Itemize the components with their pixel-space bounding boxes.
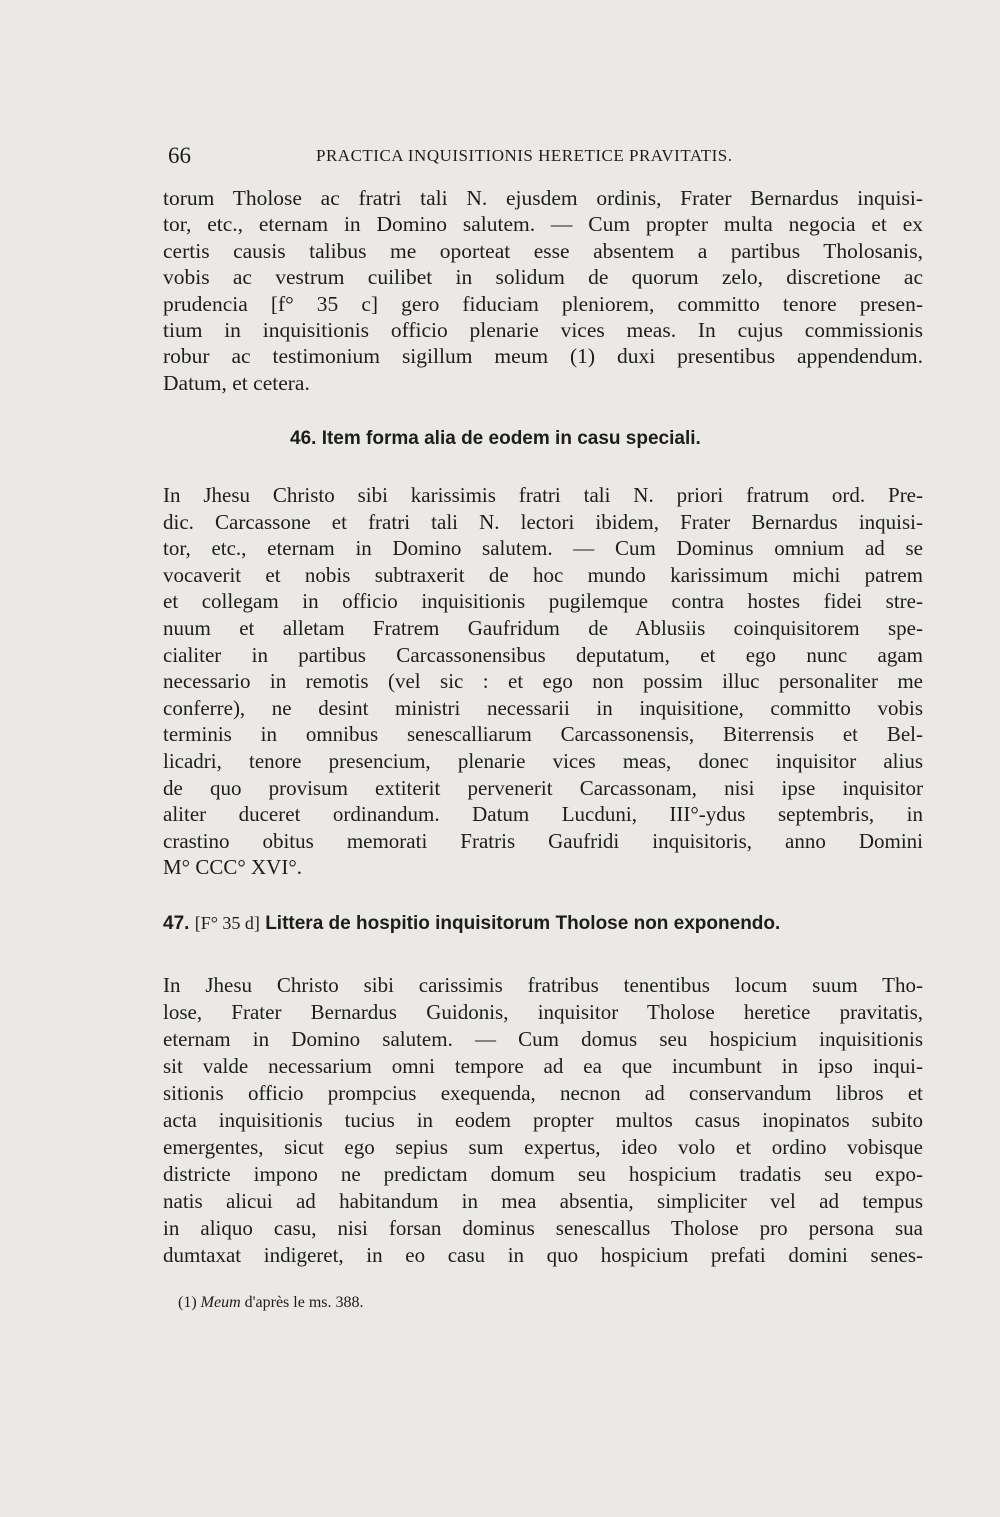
text-line: de quo provisum extiterit pervenerit Carcassonam, nisi ipse inquisitor xyxy=(163,775,923,800)
text-line: Datum, et cetera. xyxy=(163,370,310,395)
text-line: vocaverit et nobis subtraxerit de hoc mundo karissimum michi patrem xyxy=(163,562,923,587)
footnote-word: Meum xyxy=(200,1294,241,1311)
paragraph-commission-continued xyxy=(163,185,923,396)
text-line: In Jhesu Christo sibi carissimis fratribus tenentibus locum suum Tho- xyxy=(163,973,923,997)
text-line: emergentes, sicut ego sepius sum expertus, ideo volo et ordino vobisque xyxy=(163,1135,923,1159)
text-line: cialiter in partibus Carcassonensibus deputatum, et ego nunc agam xyxy=(163,642,923,667)
text-line: nuum et alletam Fratrem Gaufridum de Ablusiis coinquisitorem spe- xyxy=(163,615,923,640)
text-line: lose, Frater Bernardus Guidonis, inquisitor Tholose heretice pravitatis, xyxy=(163,1000,923,1024)
text-line: natis alicui ad habitandum in mea absentia, simpliciter vel ad tempus xyxy=(163,1189,923,1213)
footnote-text: d'après le ms. 388. xyxy=(244,1294,364,1311)
text-line: tor, etc., eternam in Domino salutem. — Cum propter multa negocia et ex xyxy=(163,212,923,237)
text-line: prudencia [f° 35 c] gero fiduciam pleniorem, committo tenore presen- xyxy=(163,291,923,316)
text-line: sit valde necessarium omni tempore ad ea que incumbunt in ipso inqui- xyxy=(163,1054,923,1078)
text-line: licadri, tenore presencium, plenarie vices meas, donec inquisitor alius xyxy=(163,748,923,773)
footnote-marker: (1) xyxy=(178,1294,197,1311)
text-line: In Jhesu Christo sibi karissimis fratri tali N. priori fratrum ord. Pre- xyxy=(163,483,923,507)
text-line: acta inquisitionis tucius in eodem propter multos casus inopinatos subito xyxy=(163,1108,923,1132)
text-line: M° CCC° XVI°. xyxy=(163,855,302,880)
text-line: tor, etc., eternam in Domino salutem. — Cum Dominus omnium ad se xyxy=(163,536,923,561)
text-line: sitionis officio prompcius exequenda, necnon ad conservandum libros et xyxy=(163,1081,923,1105)
text-line: robur ac testimonium sigillum meum (1) duxi presentibus appendendum. xyxy=(163,344,923,369)
text-line: crastino obitus memorati Fratris Gaufridi inquisitoris, anno Domini xyxy=(163,828,923,853)
text-line: terminis in omnibus senescalliarum Carcassonensis, Biterrensis et Bel- xyxy=(163,722,923,747)
text-line: necessario in remotis (vel sic : et ego non possim illuc personaliter me xyxy=(163,669,923,694)
text-line: torum Tholose ac fratri tali N. ejusdem ordinis, Frater Bernardus inquisi- xyxy=(163,186,923,210)
heading-title: Littera de hospitio inquisitorum Tholose non exponendo. xyxy=(265,913,781,934)
text-line: conferre), ne desint ministri necessarii in inquisitione, committo vobis xyxy=(163,695,923,720)
section-heading-46: 46. Item forma alia de eodem in casu speciali. xyxy=(290,428,701,449)
section-heading-47 xyxy=(163,913,780,935)
folio-reference: [F° 35 d] xyxy=(194,913,260,933)
text-line: dumtaxat indigeret, in eo casu in quo hospicium prefati domini senes- xyxy=(163,1243,923,1267)
text-line: tium in inquisitionis officio plenarie vices meas. In cujus commissionis xyxy=(163,318,923,343)
text-line: aliter duceret ordinandum. Datum Lucduni, III°-ydus septembris, in xyxy=(163,802,923,827)
paragraph-letter-46 xyxy=(163,482,923,881)
text-line: et collegam in officio inquisitionis pugilemque contra hostes fidei stre- xyxy=(163,589,923,614)
paragraph-letter-47 xyxy=(163,972,923,1269)
text-line: certis causis talibus me oporteat esse absentem a partibus Tholosanis, xyxy=(163,238,923,263)
running-head xyxy=(168,143,925,173)
heading-number: 47. xyxy=(163,913,190,934)
text-line: vobis ac vestrum cuilibet in solidum de quorum zelo, discretione ac xyxy=(163,265,923,290)
text-line: in aliquo casu, nisi forsan dominus senescallus Tholose pro persona sua xyxy=(163,1216,923,1240)
text-line: eternam in Domino salutem. — Cum domus seu hospicium inquisitionis xyxy=(163,1027,923,1051)
text-line: districte impono ne predictam domum seu hospicium tradatis seu expo- xyxy=(163,1162,923,1186)
page-number: 66 xyxy=(168,143,191,168)
text-line: dic. Carcassone et fratri tali N. lectori ibidem, Frater Bernardus inquisi- xyxy=(163,509,923,534)
footnote xyxy=(178,1294,364,1312)
running-title: PRACTICA INQUISITIONIS HERETICE PRAVITATIS. xyxy=(316,146,733,165)
